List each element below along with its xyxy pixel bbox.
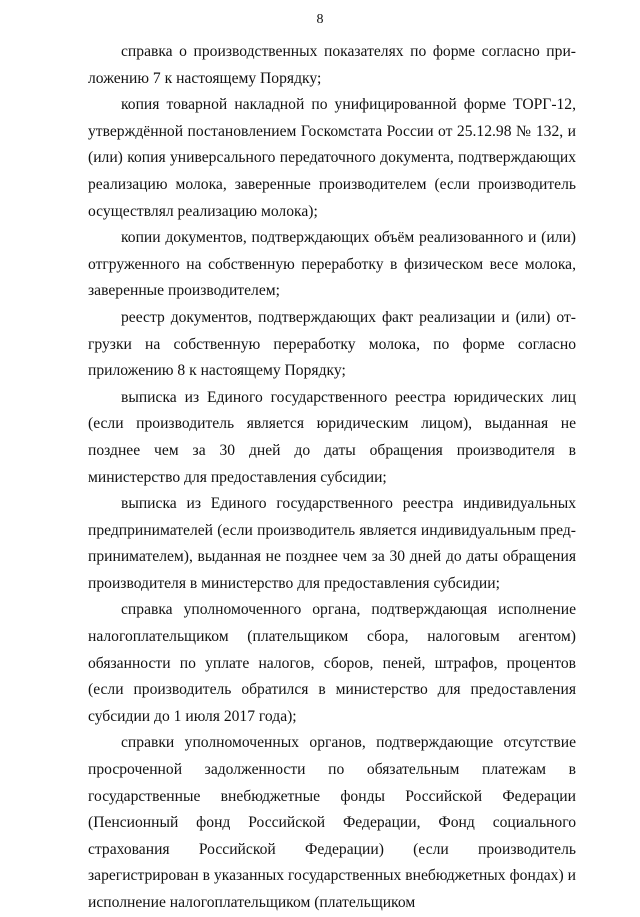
paragraph-egrul-extract: выписка из Единого государственного реестра юридических лиц (если производитель является юридическим лицом), выданная не позднее чем за 30 дней до даты обращения производителя в министерство для предоставления субсидии; bbox=[88, 388, 576, 486]
document-body bbox=[88, 39, 576, 917]
paragraph-funds-certificates: справки уполномоченных органов, подтверждающие отсутствие просроченной задолженности по обязательным платежам в государственные внебюджетные фонды Российской Федерации (Пенсионный фонд Российской Федерации, Фонд социального страхования Российской Федерации) (если производитель зарегистрирован в указанных государственных внебюджетных фондах) и исполнение налогоплательщиком (плательщиком bbox=[88, 734, 576, 911]
paragraph-waybill-copy: копия товарной накладной по унифицированной форме ТОРГ-12, утверждённой постановлением Госкомстата России от 25.12.98 № 132, и (или) копия универсального передаточного документа, подтверждающих реализацию молока, заверенные производителем (если производитель осуществлял реализацию молока); bbox=[88, 96, 576, 220]
paragraph-tax-certificate: справка уполномоченного органа, подтверждающая исполнение налогоплательщиком (плательщиком сбора, налоговым агентом) обязанности по уплате налогов, сборов, пеней, штрафов, процентов (если производитель обратился в министерство для предоставления субсидии до 1 июля 2017 года); bbox=[88, 601, 576, 725]
page-number: 8 bbox=[316, 12, 324, 27]
paragraph-production-indicators-certificate: справка о производственных показателях по форме согласно приложению 7 к настоящему Порядку; bbox=[88, 43, 576, 87]
paragraph-document-copies: копии документов, подтверждающих объём реализованного и (или) отгруженного на собственную переработку в физическом весе молока, заверенные производителем; bbox=[88, 229, 576, 300]
paragraph-documents-register: реестр документов, подтверждающих факт реализации и (или) отгрузки на собственную переработку молока, по форме согласно приложению 8 к настоящему Порядку; bbox=[88, 308, 576, 380]
paragraph-egrip-extract: выписка из Единого государственного реестра индивидуальных предпринимателей (если производитель является индивидуальным предпринимателем), выданная не позднее чем за 30 дней до даты обращения производителя в министерство для предоставления субсидии; bbox=[88, 495, 576, 592]
